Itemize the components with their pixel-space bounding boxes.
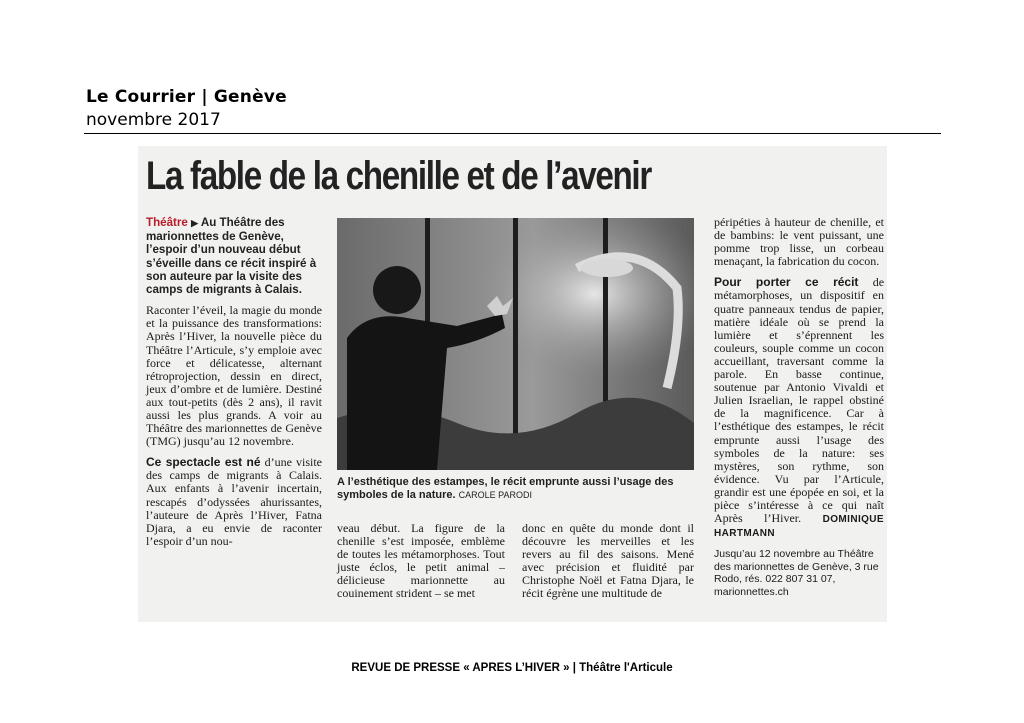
header-divider [84,133,941,134]
body-text: d’une visite des camps de migrants à Calais. Aux enfants à l’avenir incertain, rescapés d’odyssées ahurissantes, l’auteure de Après l’Hiver, Fatna Djara, a eu envie de raconter l’espoir d’un nou- [146,455,322,548]
body-paragraph: veau début. La figure de la chenille s’est imposée, emblème de toutes les métamorphoses. Tout juste éclos, le petit animal – délicieuse marionnette au couinement strident – se met [337,521,505,601]
photo-caption [337,476,702,502]
article-column-1 [146,216,322,556]
newspaper-clipping [138,146,887,622]
body-paragraph: péripéties à hauteur de chenille, et de bambins: le vent puissant, une pomme trop lisse, un corbeau menaçant, la fabrication du cocon. [714,215,884,269]
caption-text: A l’esthétique des estampes, le récit emprunte aussi l’usage des symboles de la nature. [337,476,674,501]
publication-title: Le Courrier | Genève [86,87,287,107]
article-lead [146,216,322,296]
event-info: Jusqu’au 12 novembre au Théâtre des marionnettes de Genève, 3 rue Rodo, rés. 022 807 31 07, marionnettes.ch [714,548,879,598]
body-paragraph: Raconter l’éveil, la magie du monde et la puissance des transformations: Après l’Hiver, la nouvelle pièce du Théâtre l’Articule, s’y emploie avec force et délicatesse, alternant rétroprojection, dessin en direct, jeux d’ombre et de lumière. Destiné aux tout-petits (dès 2 ans), il ravit aussi les plus grands. A voir au Théâtre des marionnettes de Genève (TMG) jusqu’au 12 novembre. [146,303,322,449]
body-paragraph [146,456,322,548]
photo-credit: CAROLE PARODI [458,490,533,500]
article-column-2 [337,522,505,609]
body-text: de métamorphoses, un dispositif en quatre panneaux tendus de papier, matière idéale où se prend la lumière et s’éprennent les couleurs, souple comme un cocon accueillant, traversant comme la parole. En basse continue, soutenue par Antonio Vivaldi et Julien Israelian, le rappel obstiné de la magnificence. Car à l’esthétique des estampes, le récit emprunte aussi l’usage des symboles de la nature: ses mystères, son rythme, son évidence. Vu par l’Articule, grandir est une épopée en soi, et la pièce s’intéresse à ce qui naît Après l’Hiver. [714,275,885,526]
author-signature: DOMINIQUE HARTMANN [714,514,884,540]
body-paragraph [714,276,884,540]
run-in-heading: Pour porter ce récit [714,275,859,290]
body-paragraph: donc en quête du monde dont il découvre les merveilles et les revers au fil des saisons. Mené avec précision et fluidité par Christophe Noël et Fatna Djara, le récit égrène une multitude de [522,521,694,601]
run-in-heading: Ce spectacle est né [146,455,261,470]
article-column-3 [522,522,694,609]
article-photo [337,218,694,470]
kicker-arrow-icon: ▶ [191,218,199,228]
article-headline: La fable de la chenille et de l’avenir [146,154,651,198]
press-review-footer: REVUE DE PRESSE « APRES L’HIVER » | Théâtre l'Articule [351,662,673,674]
theatre-scene-image [337,218,694,470]
lead-text: Au Théâtre des marionnettes de Genève, l’espoir d’un nouveau début s’éveille dans ce récit inspiré à son auteure par la visite des camps de migrants à Calais. [146,216,317,297]
article-column-4 [714,216,884,598]
section-kicker: Théâtre [146,216,188,229]
publication-date: novembre 2017 [86,110,221,130]
